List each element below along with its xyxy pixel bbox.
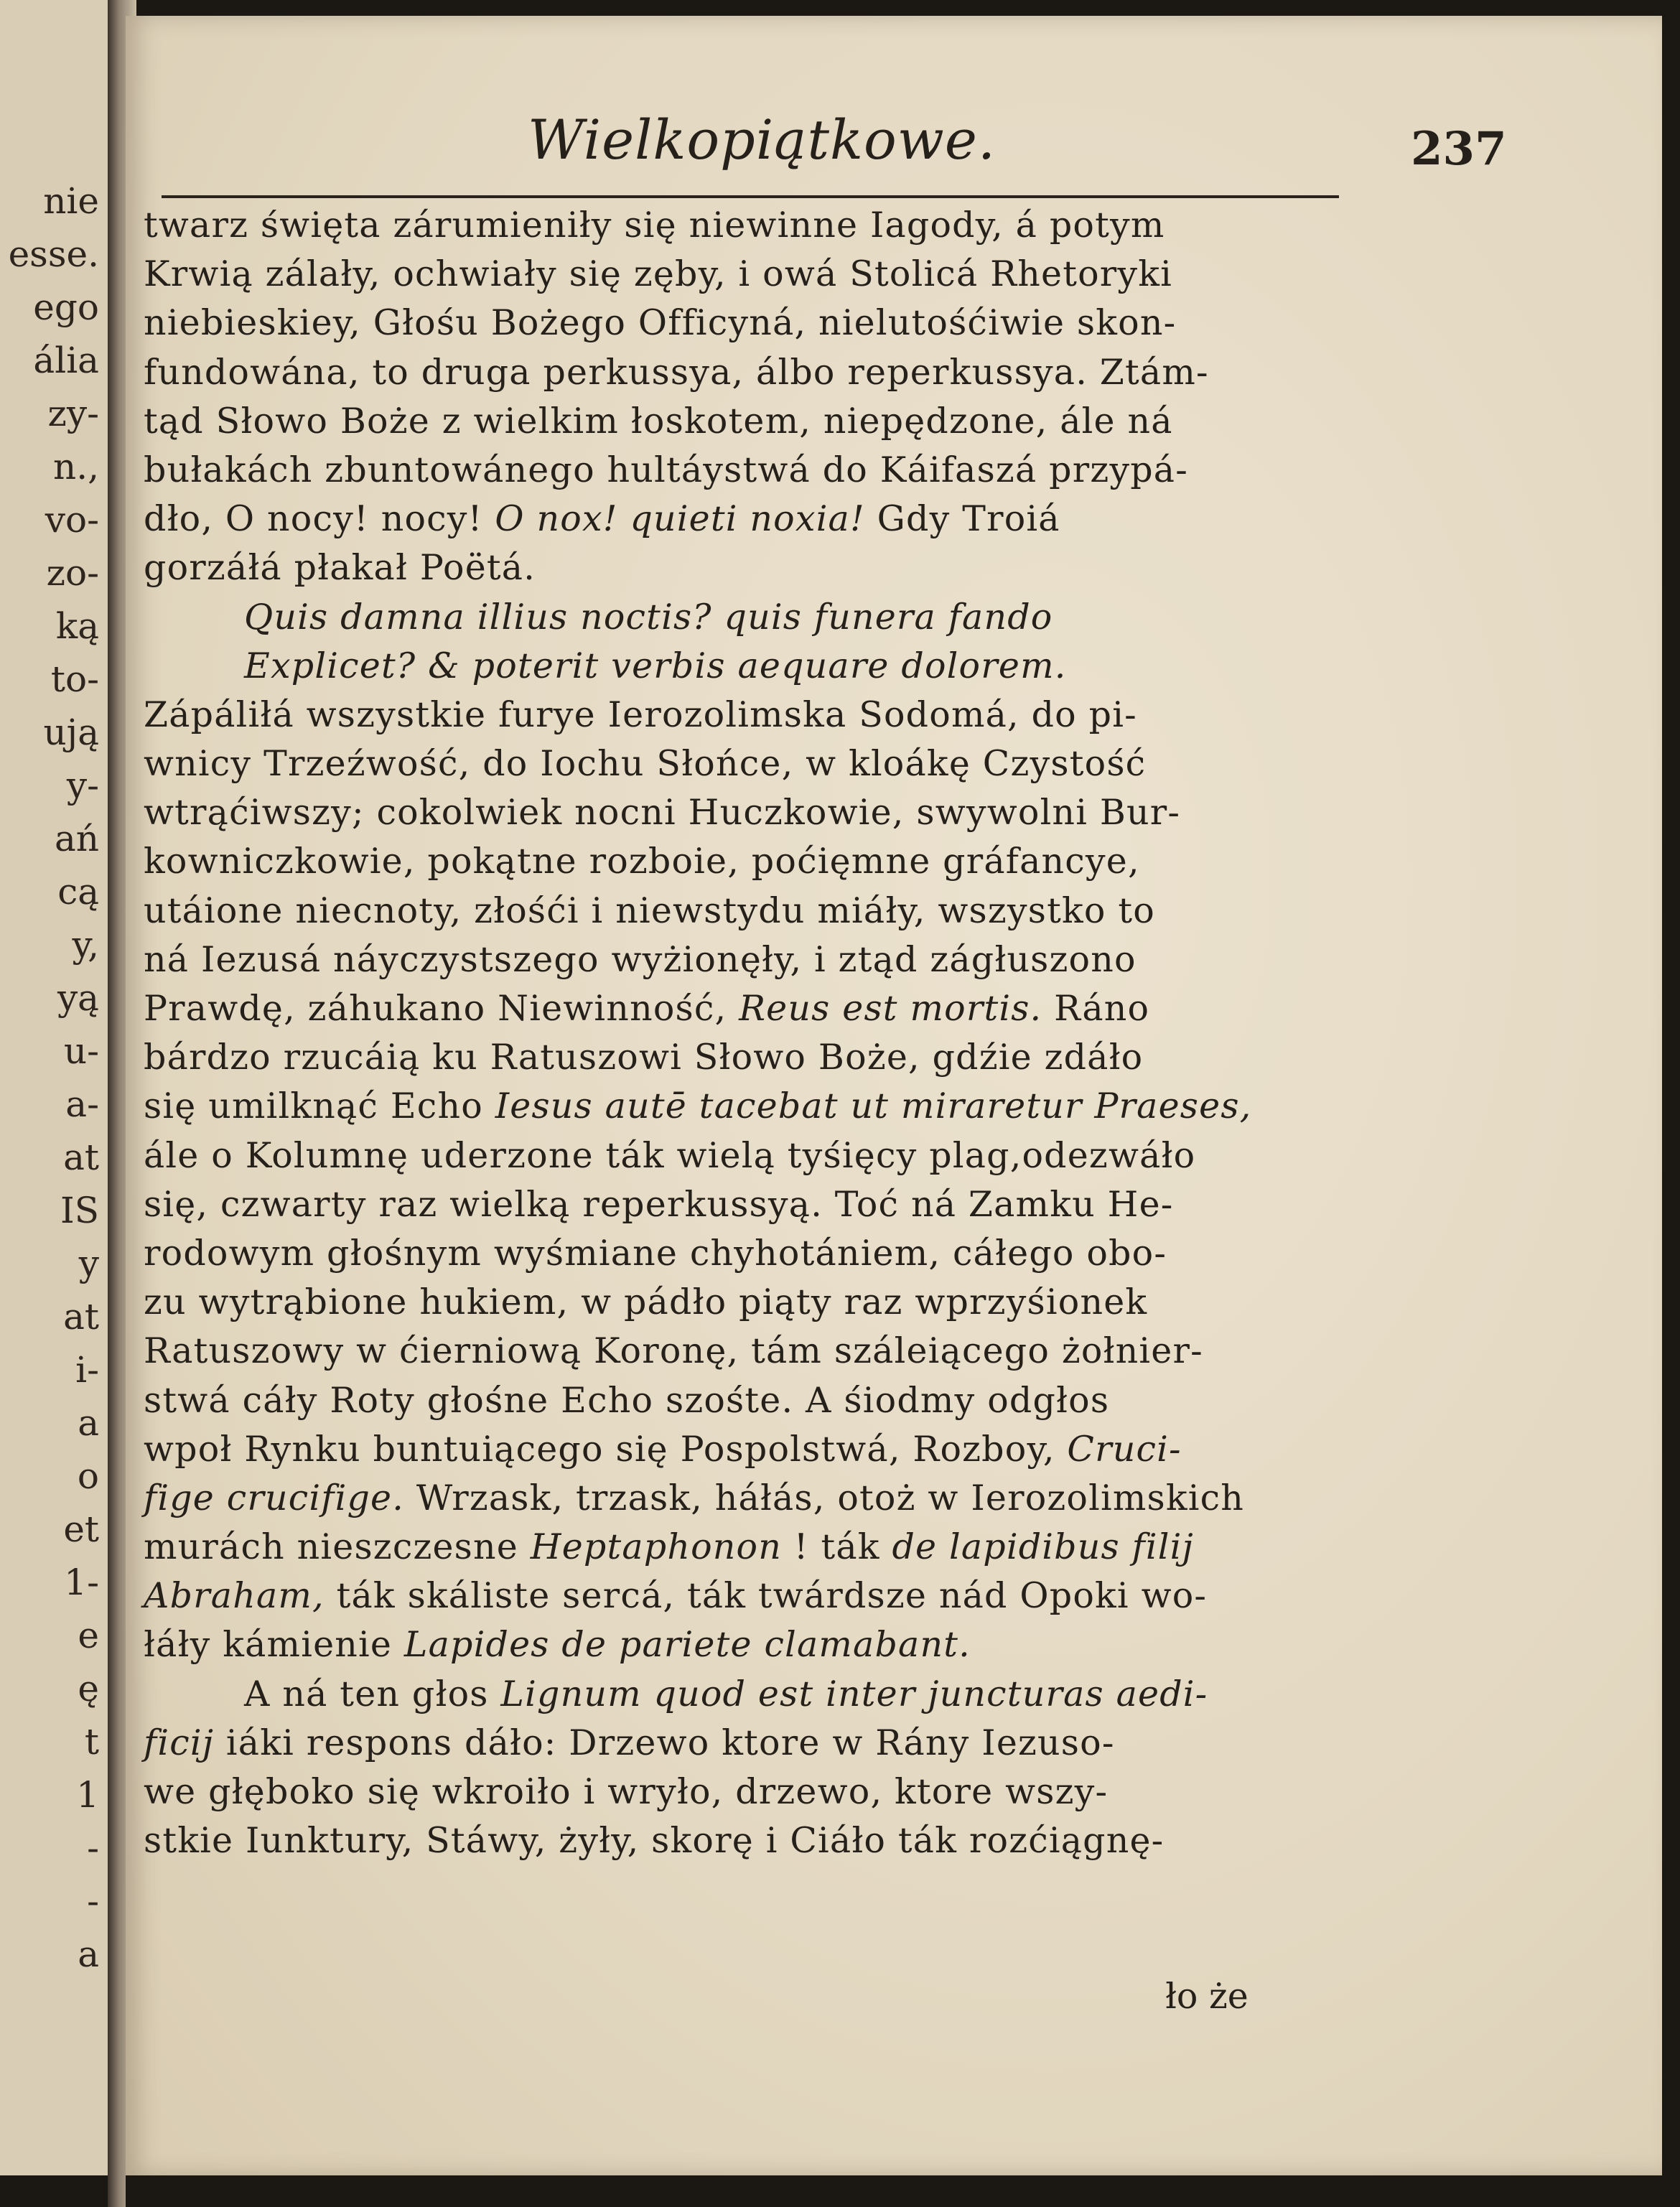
left-page-fragment: a- xyxy=(65,1083,99,1125)
text-run: łáły kámienie xyxy=(144,1624,393,1666)
latin-phrase: Quis damna illius noctis? quis funera fando xyxy=(244,596,1053,638)
text-run: murách nieszczesne xyxy=(144,1526,518,1568)
left-page-fragment: ę xyxy=(78,1668,99,1709)
running-head: Wielkopiątkowe. xyxy=(528,108,996,172)
text-run: A ná ten głos xyxy=(244,1673,489,1714)
text-line xyxy=(144,935,1364,984)
text-line xyxy=(144,691,1364,739)
text-run: bárdzo rzucáią ku Ratuszowi Słowo Boże, gdźie zdáło xyxy=(144,1037,1144,1078)
text-run: Wrzask, trzask, háłás, otoż w Ierozolimskich xyxy=(416,1477,1245,1518)
text-run: stwá cáły Roty głośne Echo szośte. A śiodmy odgłos xyxy=(144,1379,1110,1421)
text-run: dło, O nocy! nocy! xyxy=(144,498,483,540)
left-page-fragment: 1 xyxy=(76,1774,99,1816)
left-page-fragment: y xyxy=(78,1243,99,1284)
text-run: Ráno xyxy=(1054,988,1150,1029)
left-page-fragment: o xyxy=(77,1455,99,1497)
text-line xyxy=(144,495,1364,543)
text-line xyxy=(144,1425,1364,1474)
book-page xyxy=(126,16,1662,2175)
left-page-fragment: yą xyxy=(57,977,99,1019)
text-run: ná Iezusá náyczystszego wyżionęły, i ztąd zágłuszono xyxy=(144,938,1137,980)
left-page-fragment: nie xyxy=(43,180,99,222)
text-line xyxy=(144,1132,1364,1180)
left-page-fragment: a xyxy=(78,1402,99,1444)
left-page-fragment: et xyxy=(63,1508,99,1550)
text-run: stkie Iunktury, Stáwy, żyły, skorę i Ciáło ták rozćiągnę- xyxy=(144,1820,1165,1862)
left-page-fragment: e xyxy=(78,1615,99,1656)
left-page-fragment: zy- xyxy=(47,393,99,434)
text-run: iáki respons dáło: Drzewo ktore w Rány Iezuso- xyxy=(225,1722,1115,1763)
left-page-fragment: - xyxy=(87,1827,99,1869)
left-page-fragment: ego xyxy=(33,286,99,328)
text-run: gorzáłá płakał Poëtá. xyxy=(144,547,536,589)
left-page-fragment: - xyxy=(87,1880,99,1922)
text-run: niebieskiey, Głośu Bożego Officyná, nielutośćiwie skon- xyxy=(144,302,1177,344)
left-page-fragment: at xyxy=(63,1296,99,1338)
left-page-fragment: vo- xyxy=(45,499,99,541)
text-run: bułakách zbuntowánego hultáystwá do Káifaszá przypá- xyxy=(144,449,1188,490)
left-page-fragment: ań xyxy=(54,818,99,859)
text-line xyxy=(144,739,1364,788)
text-run: Prawdę, záhukano Niewinność, xyxy=(144,988,727,1029)
latin-phrase: ficij xyxy=(144,1722,215,1763)
catchword: ło że xyxy=(1165,1976,1249,2017)
text-run: wnicy Trzeźwość, do Iochu Słońce, w kloákę Czystość xyxy=(144,743,1147,785)
text-line xyxy=(144,1376,1364,1425)
text-run: ták skáliste sercá, ták twárdsze nád Opoki wo- xyxy=(336,1575,1208,1617)
text-line xyxy=(144,642,1364,691)
text-line xyxy=(144,1572,1364,1620)
latin-phrase: Abraham, xyxy=(144,1575,325,1617)
text-line xyxy=(144,397,1364,446)
left-page-fragment: 1- xyxy=(64,1562,99,1603)
text-line xyxy=(144,1670,1364,1719)
bottom-shadow xyxy=(126,2175,1680,2207)
left-page-fragment: to- xyxy=(50,658,99,700)
latin-phrase: O nox! quieti noxia! xyxy=(495,498,865,540)
text-line xyxy=(144,1327,1364,1376)
text-line xyxy=(144,1816,1364,1865)
latin-phrase: Reus est mortis. xyxy=(739,988,1042,1029)
text-run: rodowym głośnym wyśmiane chyhotániem, cáłego obo- xyxy=(144,1232,1167,1274)
header-rule xyxy=(162,195,1339,198)
text-run: Zápáliłá wszystkie furye Ierozolimska Sodomá, do pi- xyxy=(144,694,1137,735)
latin-phrase: de lapidibus filij xyxy=(892,1526,1194,1568)
text-run: fundowána, to druga perkussya, álbo reperkussya. Ztám- xyxy=(144,351,1209,393)
text-line xyxy=(144,1082,1364,1131)
text-line xyxy=(144,1768,1364,1816)
text-run: się umilknąć Echo xyxy=(144,1086,483,1127)
latin-phrase: Lignum quod est inter juncturas aedi- xyxy=(500,1673,1208,1714)
left-page-fragment: i- xyxy=(75,1349,99,1391)
left-page-fragment: ką xyxy=(55,605,99,647)
text-line xyxy=(144,201,1364,250)
text-line xyxy=(144,1033,1364,1082)
left-page-fragment: y- xyxy=(66,765,99,806)
left-page-fragment: IS xyxy=(60,1190,99,1231)
text-line xyxy=(144,348,1364,397)
text-run: zu wytrąbione hukiem, w pádło piąty raz wprzyśionek xyxy=(144,1282,1148,1323)
text-run: kowniczkowie, pokątne rozboie, poćięmne gráfancye, xyxy=(144,841,1140,882)
left-page-fragment: ália xyxy=(33,340,99,381)
latin-phrase: Lapides de pariete clamabant. xyxy=(403,1624,971,1666)
text-line xyxy=(144,543,1364,592)
latin-phrase: Explicet? & poterit verbis aequare dolorem. xyxy=(244,645,1067,686)
text-line xyxy=(144,837,1364,886)
left-page-fragment: t xyxy=(84,1721,99,1763)
text-run: Krwią zálały, ochwiały się zęby, i owá Stolicá Rhetoryki xyxy=(144,253,1173,295)
text-run: ále o Kolumnę uderzone ták wielą tyśięcy plag,odezwáło xyxy=(144,1134,1196,1176)
body-text xyxy=(144,201,1364,1865)
text-run: Gdy Troiá xyxy=(877,498,1060,540)
page-number: 237 xyxy=(1411,122,1507,176)
text-run: wtrąćiwszy; cokolwiek nocni Huczkowie, swywolni Bur- xyxy=(144,792,1181,834)
previous-page-edge xyxy=(0,0,119,2175)
text-line xyxy=(144,593,1364,642)
text-line xyxy=(144,1474,1364,1523)
text-run: twarz święta zárumieniły się niewinne Iagody, á potym xyxy=(144,205,1165,246)
text-line xyxy=(144,1620,1364,1669)
left-page-fragment: ują xyxy=(43,711,99,753)
left-page-fragment: zo- xyxy=(46,552,99,594)
text-line xyxy=(144,299,1364,347)
text-run: utáione niecnoty, złośći i niewstydu miáły, wszystko to xyxy=(144,890,1155,931)
text-run: we głęboko się wkroiło i wryło, drzewo, ktore wszy- xyxy=(144,1771,1109,1812)
text-line xyxy=(144,788,1364,837)
text-run: tąd Słowo Boże z wielkim łoskotem, niepędzone, ále ná xyxy=(144,400,1173,442)
left-page-fragment: esse. xyxy=(8,233,99,275)
left-page-fragment: cą xyxy=(57,871,99,913)
latin-phrase: Cruci- xyxy=(1067,1428,1182,1470)
left-page-fragment: n., xyxy=(53,446,99,487)
text-line xyxy=(144,887,1364,935)
text-line xyxy=(144,1180,1364,1229)
latin-phrase: Heptaphonon xyxy=(530,1526,783,1568)
text-line xyxy=(144,1229,1364,1278)
text-line xyxy=(144,1523,1364,1572)
left-page-fragment: a xyxy=(78,1933,99,1975)
text-line xyxy=(144,250,1364,299)
text-run: Ratuszowy w ćierniową Koronę, tám száleiącego żołnier- xyxy=(144,1330,1203,1372)
text-line xyxy=(144,1719,1364,1768)
latin-phrase: Iesus autē tacebat ut miraretur Praeses, xyxy=(495,1086,1252,1127)
left-page-fragment: u- xyxy=(63,1030,99,1072)
left-page-fragment: at xyxy=(63,1137,99,1178)
text-run: wpoł Rynku buntuiącego się Pospolstwá, Rozboy, xyxy=(144,1428,1055,1470)
text-run: ! ták xyxy=(793,1526,880,1568)
text-line xyxy=(144,446,1364,495)
text-line xyxy=(144,1278,1364,1327)
left-page-fragment: y, xyxy=(72,924,99,966)
text-run: się, czwarty raz wielką reperkussyą. Toć ná Zamku He- xyxy=(144,1183,1174,1225)
text-line xyxy=(144,984,1364,1033)
latin-phrase: fige crucifige. xyxy=(144,1477,405,1518)
